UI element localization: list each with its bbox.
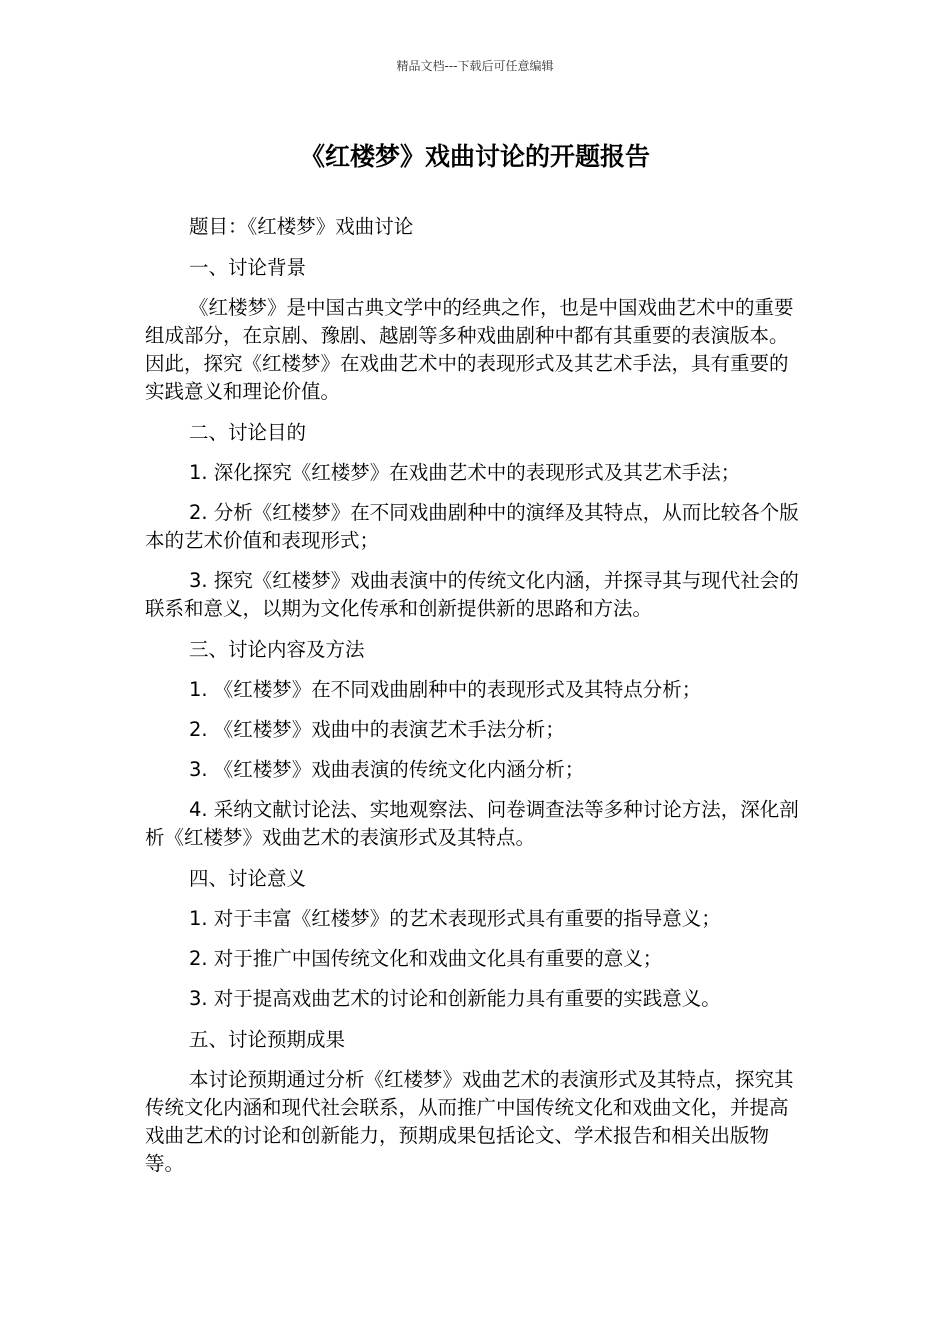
- section-heading-background: 一、讨论背景: [189, 256, 307, 279]
- content-item-3: 3. 《红楼梦》戏曲表演的传统文化内涵分析；: [189, 758, 585, 781]
- significance-item-2: 2. 对于推广中国传统文化和戏曲文化具有重要的意义；: [189, 947, 663, 970]
- purpose-item-2: 2. 分析《红楼梦》在不同戏曲剧种中的演绎及其特点，从而比较各个版本的艺术价值和表现形式；: [145, 501, 799, 552]
- purpose-item-3: 3. 探究《红楼梦》戏曲表演中的传统文化内涵，并探寻其与现代社会的联系和意义，以期为文化传承和创新提供新的思路和方法。: [145, 569, 799, 620]
- significance-item-3: 3. 对于提高戏曲艺术的讨论和创新能力具有重要的实践意义。: [189, 987, 721, 1010]
- content-item-4: 4. 采纳文献讨论法、实地观察法、问卷调查法等多种讨论方法，深化剖析《红楼梦》戏曲艺术的表演形式及其特点。: [145, 798, 799, 849]
- page-header-note: 精品文档---下载后可任意编辑: [396, 59, 554, 73]
- purpose-item-1: 1. 深化探究《红楼梦》在戏曲艺术中的表现形式及其艺术手法；: [189, 461, 741, 484]
- topic-line: 题目：《红楼梦》戏曲讨论: [189, 215, 414, 238]
- section-heading-significance: 四、讨论意义: [189, 867, 307, 890]
- background-paragraph: 《红楼梦》是中国古典文学中的经典之作，也是中国戏曲艺术中的重要组成部分，在京剧、豫剧、越剧等多种戏曲剧种中都有其重要的表演版本。因此，探究《红楼梦》在戏曲艺术中的表现形式及其艺术手法，具有重要的实践意义和理论价值。: [145, 296, 794, 403]
- section-heading-expected-results: 五、讨论预期成果: [189, 1028, 346, 1051]
- content-item-1: 1. 《红楼梦》在不同戏曲剧种中的表现形式及其特点分析；: [189, 678, 702, 701]
- document-body: [145, 212, 800, 1190]
- document-title: 《红楼梦》戏曲讨论的开题报告: [299, 142, 650, 171]
- section-heading-content-methods: 三、讨论内容及方法: [189, 638, 365, 661]
- section-heading-purpose: 二、讨论目的: [189, 421, 307, 444]
- significance-item-1: 1. 对于丰富《红楼梦》的艺术表现形式具有重要的指导意义；: [189, 907, 721, 930]
- content-item-2: 2. 《红楼梦》戏曲中的表演艺术手法分析；: [189, 718, 565, 741]
- expected-results-paragraph: 本讨论预期通过分析《红楼梦》戏曲艺术的表演形式及其特点，探究其传统文化内涵和现代社会联系，从而推广中国传统文化和戏曲文化，并提高戏曲艺术的讨论和创新能力，预期成果包括论文、学术报告和相关出版物等。: [145, 1068, 794, 1175]
